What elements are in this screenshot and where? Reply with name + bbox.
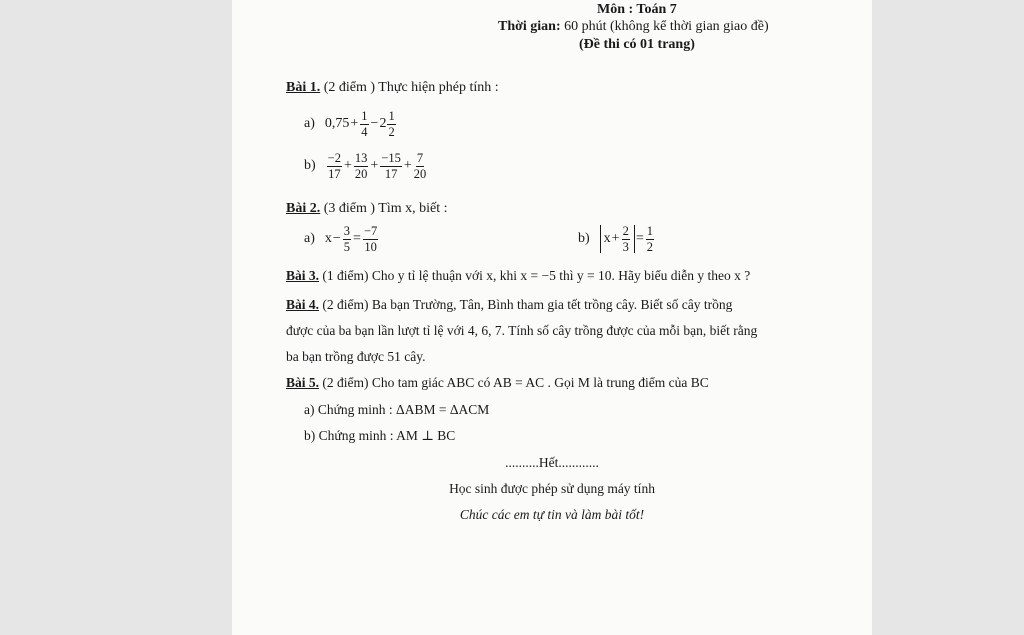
bai1-b: [304, 152, 427, 180]
bai3-text: (1 điểm) Cho y tỉ lệ thuận với x, khi x = −5 thì y = 10. Hãy biểu diễn y theo x ?: [319, 268, 751, 283]
bai3-label: Bài 3.: [286, 268, 320, 283]
operator: +: [350, 116, 359, 131]
numerator: 7: [416, 151, 424, 165]
fraction: [622, 225, 630, 253]
bai5-b: b) Chứng minh : AM ⊥ BC: [304, 428, 456, 443]
bai5-text: (2 điểm) Cho tam giác ABC có AB = AC . Gọi M là trung điểm của BC: [319, 375, 709, 390]
bai2-a-expression: [325, 225, 379, 253]
calculator-note: Học sinh được phép sử dụng máy tính: [449, 481, 655, 496]
bai1-text: (2 điểm ) Thực hiện phép tính :: [320, 80, 499, 95]
bai2-heading: [286, 201, 448, 217]
operator: +: [370, 158, 379, 173]
variable: x: [324, 231, 332, 246]
fraction: [327, 152, 342, 180]
numerator: 2: [622, 224, 629, 238]
numerator: 1: [388, 109, 395, 123]
bai1-a: [304, 110, 397, 138]
bai1-label: Bài 1.: [286, 80, 321, 95]
fraction: [380, 152, 402, 180]
bai4-line-2: được của ba bạn lần lượt tỉ lệ với 4, 6, 7. Tính số cây trồng được của mỗi bạn, biết rằng: [286, 323, 758, 338]
bai4-label: Bài 4.: [286, 297, 320, 312]
bai5-a: a) Chứng minh : ΔABM = ΔACM: [304, 402, 490, 417]
operator: −: [332, 231, 341, 246]
bai2-b-expression: [600, 225, 655, 253]
term: 0,75: [324, 116, 350, 131]
fraction: [387, 110, 395, 138]
bai2-a-label: a): [304, 231, 315, 246]
subject-text: Môn : Toán 7: [597, 2, 677, 17]
denominator: 4: [361, 124, 368, 139]
numerator: −7: [363, 224, 378, 238]
fraction: [414, 152, 427, 180]
fraction: [343, 225, 351, 253]
denominator: 20: [413, 166, 427, 181]
bai1-b-label: b): [304, 158, 316, 173]
numerator: 1: [361, 109, 368, 123]
bai4-line-3: ba bạn trồng được 51 cây.: [286, 349, 426, 364]
bai2-b: [578, 225, 655, 253]
variable: x: [603, 231, 611, 246]
operator: +: [611, 231, 620, 246]
bai5-heading: [286, 375, 709, 391]
fraction: [646, 225, 654, 253]
denominator: 2: [388, 124, 395, 139]
denominator: 10: [364, 239, 377, 254]
numerator: −2: [327, 151, 341, 165]
bai1-heading: [286, 80, 499, 96]
end-marker: ..........Hết............: [505, 455, 599, 470]
numerator: −15: [381, 151, 401, 165]
bai1-a-expression: [325, 110, 397, 138]
bai2-text: (3 điểm ) Tìm x, biết :: [320, 201, 448, 216]
bai2-b-label: b): [578, 231, 590, 246]
equals-sign: =: [353, 231, 361, 246]
mixed-number: [379, 110, 396, 138]
numerator: 13: [354, 151, 368, 165]
exam-sheet: [232, 0, 872, 635]
bai1-b-expression: [326, 152, 428, 180]
numerator: 3: [343, 224, 351, 238]
bai2-label: Bài 2.: [286, 201, 321, 216]
bai4-line-1: [286, 297, 732, 313]
pages-note: (Đề thi có 01 trang): [579, 37, 695, 52]
bai4-text-1: (2 điểm) Ba bạn Trường, Tân, Bình tham gia tết trồng cây. Biết số cây trồng: [319, 297, 733, 312]
time-label: Thời gian:: [498, 19, 561, 34]
time-value: 60 phút (không kể thời gian giao đề): [560, 19, 769, 34]
bai1-a-label: a): [304, 116, 315, 131]
denominator: 5: [343, 239, 351, 254]
denominator: 17: [384, 166, 398, 181]
numerator: 1: [646, 224, 653, 238]
operator: −: [370, 116, 379, 131]
whole-part: 2: [379, 116, 387, 131]
fraction: [363, 225, 378, 253]
equals-sign: =: [635, 231, 644, 246]
subject-line: [597, 2, 677, 18]
denominator: 3: [622, 239, 629, 254]
denominator: 2: [646, 239, 653, 254]
fraction: [354, 152, 369, 180]
bai5-label: Bài 5.: [286, 375, 320, 390]
good-luck-note: Chúc các em tự tin và làm bài tốt!: [459, 507, 645, 522]
denominator: 20: [354, 166, 368, 181]
fraction: [360, 110, 368, 138]
absolute-value: [600, 225, 635, 253]
bai3-paragraph: [286, 268, 750, 284]
operator: +: [403, 158, 412, 173]
operator: +: [343, 158, 352, 173]
bai2-a: [304, 225, 379, 253]
denominator: 17: [328, 166, 341, 181]
time-line: [498, 19, 769, 35]
